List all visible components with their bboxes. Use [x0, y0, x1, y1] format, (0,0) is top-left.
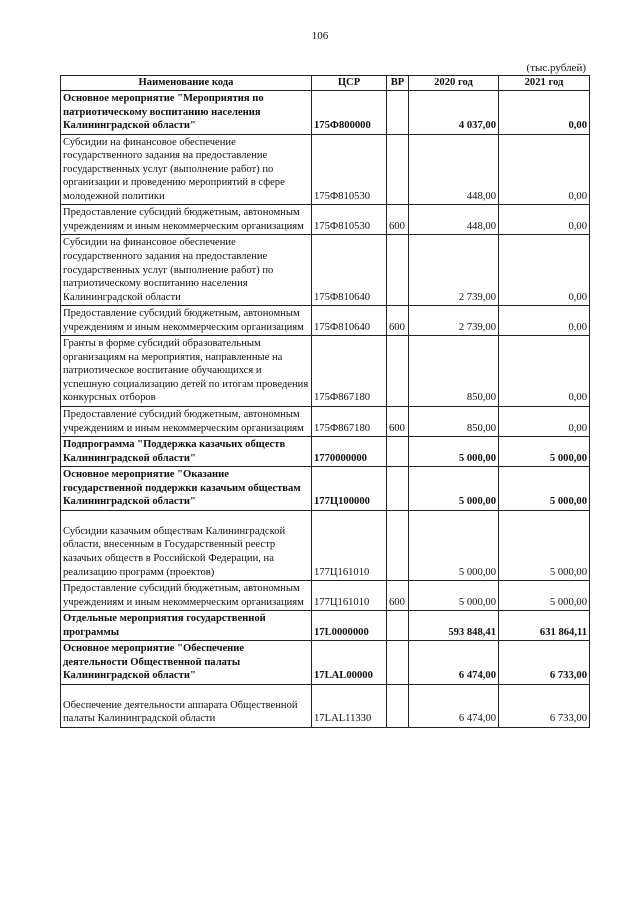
row-csr: 177Ц161010 [312, 510, 387, 580]
row-name: Подпрограмма "Поддержка казачьих обществ Калининградской области" [61, 437, 312, 467]
table-row [61, 407, 590, 437]
row-name: Субсидии на финансовое обеспечение государственного задания на предоставление государственных услуг (выполнение работ) по организации и проведению мероприятий в сфере молодежной политики [61, 134, 312, 205]
row-name: Предоставление субсидий бюджетным, автономным учреждениям и иным некоммерческим организациям [61, 306, 312, 336]
row-vr [387, 510, 409, 580]
row-value-2021: 0,00 [499, 91, 590, 135]
row-vr: 600 [387, 205, 409, 235]
table-row [61, 437, 590, 467]
row-value-2020: 6 474,00 [409, 684, 499, 727]
row-csr: 175Ф800000 [312, 91, 387, 135]
table-row [61, 510, 590, 580]
table-row [61, 235, 590, 306]
row-vr [387, 437, 409, 467]
row-csr: 17LAL00000 [312, 641, 387, 685]
header-2020: 2020 год [409, 76, 499, 91]
table-row [61, 611, 590, 641]
row-value-2021: 6 733,00 [499, 684, 590, 727]
header-2021: 2021 год [499, 76, 590, 91]
row-value-2020: 5 000,00 [409, 437, 499, 467]
table-row [61, 641, 590, 685]
row-value-2020: 6 474,00 [409, 641, 499, 685]
table-row [61, 581, 590, 611]
row-value-2020: 850,00 [409, 336, 499, 407]
header-vr: ВР [387, 76, 409, 91]
row-csr: 175Ф867180 [312, 407, 387, 437]
row-value-2020: 448,00 [409, 205, 499, 235]
row-csr: 17LAL11330 [312, 684, 387, 727]
row-csr: 175Ф810530 [312, 134, 387, 205]
row-value-2021: 0,00 [499, 134, 590, 205]
row-vr [387, 611, 409, 641]
row-vr: 600 [387, 581, 409, 611]
row-csr: 177Ц161010 [312, 581, 387, 611]
row-value-2021: 5 000,00 [499, 510, 590, 580]
row-name: Обеспечение деятельности аппарата Общественной палаты Калининградской области [61, 684, 312, 727]
row-value-2020: 850,00 [409, 407, 499, 437]
row-name: Предоставление субсидий бюджетным, автономным учреждениям и иным некоммерческим организациям [61, 581, 312, 611]
row-value-2020: 2 739,00 [409, 235, 499, 306]
table-row [61, 306, 590, 336]
row-value-2021: 5 000,00 [499, 437, 590, 467]
row-vr: 600 [387, 407, 409, 437]
row-csr: 17L0000000 [312, 611, 387, 641]
row-value-2021: 0,00 [499, 407, 590, 437]
row-name: Основное мероприятие "Обеспечение деятельности Общественной палаты Калининградской области" [61, 641, 312, 685]
units-label: (тыс.рублей) [526, 62, 586, 74]
table-header-row [61, 76, 590, 91]
header-name: Наименование кода [61, 76, 312, 91]
row-vr: 600 [387, 306, 409, 336]
row-value-2021: 5 000,00 [499, 467, 590, 511]
table-row [61, 684, 590, 727]
row-value-2021: 0,00 [499, 336, 590, 407]
header-csr: ЦСР [312, 76, 387, 91]
table-body [61, 91, 590, 728]
row-csr: 175Ф810640 [312, 306, 387, 336]
row-value-2021: 5 000,00 [499, 581, 590, 611]
row-value-2020: 5 000,00 [409, 467, 499, 511]
row-value-2020: 593 848,41 [409, 611, 499, 641]
row-value-2021: 0,00 [499, 235, 590, 306]
table-row [61, 336, 590, 407]
row-vr [387, 235, 409, 306]
row-vr [387, 91, 409, 135]
row-vr [387, 641, 409, 685]
row-value-2020: 448,00 [409, 134, 499, 205]
row-vr [387, 684, 409, 727]
page-number: 106 [311, 30, 329, 42]
row-vr [387, 336, 409, 407]
table-row [61, 134, 590, 205]
row-value-2020: 2 739,00 [409, 306, 499, 336]
row-name: Основное мероприятие "Мероприятия по патриотическому воспитанию населения Калининградской области" [61, 91, 312, 135]
row-name: Основное мероприятие "Оказание государственной поддержки казачьим обществам Калининградской области" [61, 467, 312, 511]
table-row [61, 205, 590, 235]
row-name: Предоставление субсидий бюджетным, автономным учреждениям и иным некоммерческим организациям [61, 205, 312, 235]
row-name: Предоставление субсидий бюджетным, автономным учреждениям и иным некоммерческим организациям [61, 407, 312, 437]
row-name: Субсидии на финансовое обеспечение государственного задания на предоставление государственных услуг (выполнение работ) по патриотическому воспитанию населения Калининградской области [61, 235, 312, 306]
row-name: Субсидии казачьим обществам Калининградской области, внесенным в Государственный реестр казачьих обществ в Российской Федерации, на реализацию программ (проектов) [61, 510, 312, 580]
row-value-2021: 0,00 [499, 306, 590, 336]
budget-table [60, 75, 590, 728]
row-value-2021: 0,00 [499, 205, 590, 235]
row-csr: 1770000000 [312, 437, 387, 467]
row-vr [387, 134, 409, 205]
row-value-2020: 5 000,00 [409, 581, 499, 611]
row-csr: 177Ц100000 [312, 467, 387, 511]
row-value-2020: 5 000,00 [409, 510, 499, 580]
table-row [61, 467, 590, 511]
row-csr: 175Ф810530 [312, 205, 387, 235]
row-value-2020: 4 037,00 [409, 91, 499, 135]
row-name: Отдельные мероприятия государственной программы [61, 611, 312, 641]
row-vr [387, 467, 409, 511]
row-value-2021: 631 864,11 [499, 611, 590, 641]
row-name: Гранты в форме субсидий образовательным организациям на мероприятия, направленные на патриотическое воспитание обучающихся и успешную социализацию детей по итогам проведения конкурсных отборов [61, 336, 312, 407]
row-csr: 175Ф867180 [312, 336, 387, 407]
table-row [61, 91, 590, 135]
row-value-2021: 6 733,00 [499, 641, 590, 685]
row-csr: 175Ф810640 [312, 235, 387, 306]
